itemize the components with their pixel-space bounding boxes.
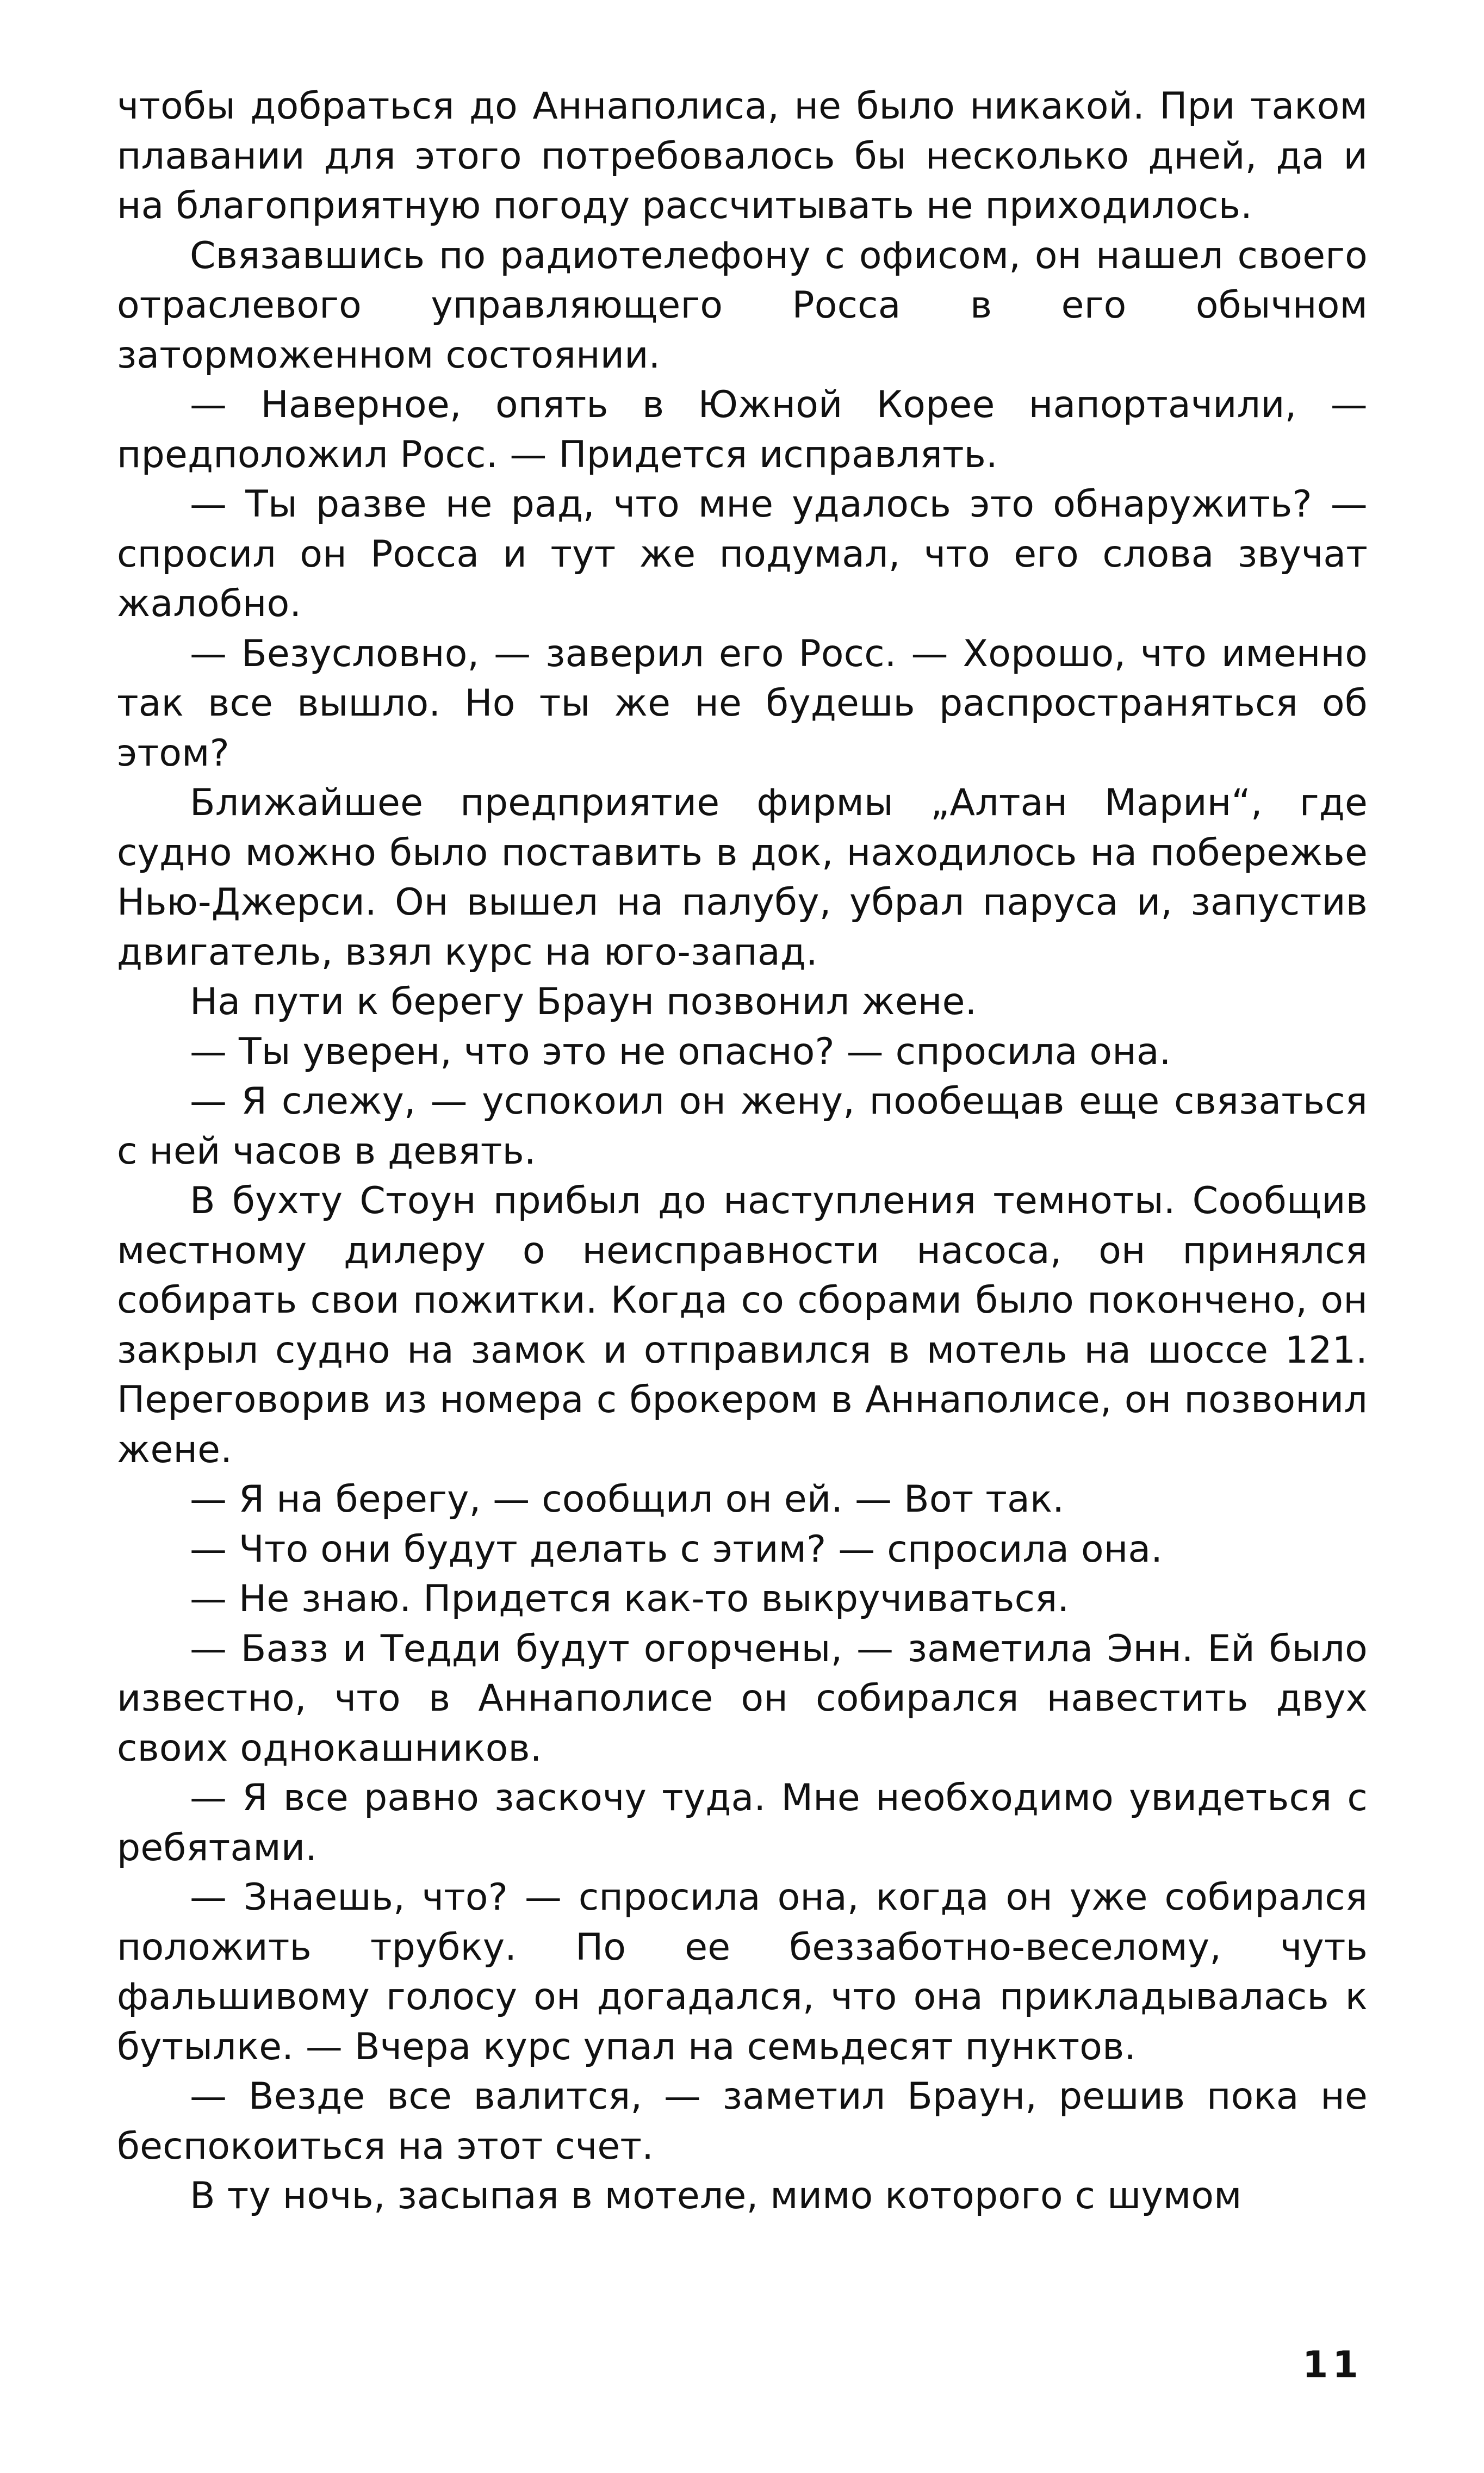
paragraph: Ближайшее предприятие фирмы „Алтан Марин“, где судно можно было поставить в док, находилось на побережье Нью-Джерси. Он вышел на палубу, убрал паруса и, запустив двигатель, взял курс на юго-запад. [117,781,1368,974]
paragraph: чтобы добраться до Аннаполиса, не было никакой. При таком плавании для этого потребовалось бы несколько дней, да и на благоприятную погоду рассчитывать не приходилось. [117,85,1368,227]
paragraph: В ту ночь, засыпая в мотеле, мимо которого с шумом [190,2174,1242,2217]
paragraph: — Ты разве не рад, что мне удалось это обнаружить? — спросил он Росса и тут же подумал, что его слова звучат жалобно. [117,483,1368,625]
paragraph: — Знаешь, что? — спросила она, когда он уже собирался положить трубку. По ее беззаботно-веселому, чуть фальшивому голосу он догадался, что она прикладывалась к бутылке. — Вчера курс упал на семьдесят пунктов. [117,1876,1368,2068]
paragraph: — Наверное, опять в Южной Корее напортачили, — предположил Росс. — Придется исправлять. [117,383,1368,476]
paragraph: — Что они будут делать с этим? — спросила она. [190,1527,1163,1571]
page-number: 11 [1302,2344,1363,2387]
paragraph: — Везде все валится, — заметил Браун, решив пока не беспокоиться на этот счет. [117,2075,1368,2168]
paragraph: — Ты уверен, что это не опасно? — спросила она. [190,1030,1171,1073]
paragraph: — Не знаю. Придется как-то выкручиваться. [190,1577,1070,1620]
paragraph: — Я все равно заскочу туда. Мне необходимо увидеться с ребятами. [117,1776,1368,1869]
paragraph: — Я на берегу, — сообщил он ей. — Вот так. [190,1478,1065,1521]
paragraph: На пути к берегу Браун позвонил жене. [190,980,977,1023]
body-text [117,82,1368,2221]
paragraph: — Я слежу, — успокоил он жену, пообещав еще связаться с ней часов в девять. [117,1080,1368,1173]
paragraph: — Базз и Тедди будут огорчены, — заметила Энн. Ей было известно, что в Аннаполисе он собирался навестить двух своих однокашников. [117,1627,1368,1770]
paragraph: Связавшись по радиотелефону с офисом, он нашел своего отраслевого управляющего Росса в его обычном заторможенном состоянии. [117,234,1368,377]
paragraph: — Безусловно, — заверил его Росс. — Хорошо, что именно так все вышло. Но ты же не будешь распространяться об этом? [117,632,1368,775]
paragraph: В бухту Стоун прибыл до наступления темноты. Сообщив местному дилеру о неисправности насоса, он принялся собирать свои пожитки. Когда со сборами было покончено, он закрыл судно на замок и отправился в мотель на шоссе 121. Переговорив из номера с брокером в Аннаполисе, он позвонил жене. [117,1179,1368,1471]
book-page [117,82,1368,2338]
